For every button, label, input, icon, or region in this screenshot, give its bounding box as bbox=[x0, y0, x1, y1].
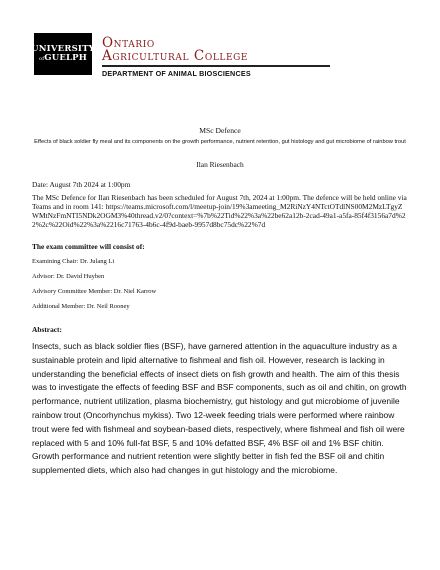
college-header bbox=[102, 37, 412, 78]
logo-of: of bbox=[38, 56, 45, 62]
header-rule bbox=[102, 65, 330, 67]
committee-heading: The exam committee will consist of: bbox=[32, 242, 145, 251]
college-name-line-2: Agricultural College bbox=[102, 48, 249, 64]
committee-member: Examining Chair: Dr. Julang Li bbox=[32, 258, 115, 265]
thesis-title: Effects of black soldier fly meal and its components on the growth performance, nutrient retention, gut histology and gut microbiome of rainbow trout bbox=[34, 139, 406, 145]
university-logo bbox=[31, 33, 95, 75]
college-name-line-1: Ontario bbox=[102, 35, 155, 51]
logo-line-1: UNIVERSITY bbox=[31, 44, 95, 55]
logo-line-2 bbox=[39, 54, 87, 63]
committee-member: Advisory Committee Member: Dr. Niel Karrow bbox=[32, 288, 157, 295]
abstract-heading: Abstract: bbox=[32, 325, 62, 334]
announcement-text[interactable]: The MSc Defence for Ilan Riesenbach has been scheduled for August 7th, 2024 at 1:00pm. The defence will be held online via Teams and in room 141: https://teams.microsoft.com/l/meetup-join/19%3ameeting_M2RiNzY4NTctOTdlNS00M2MzLTgyZWMtNzFmNTI5NDk2OGM3%40thread.v2/0?context=%7b%22Tid%22%3a%22be62a12b-2cad-49a1-a5fa-85f4f3156a7d%22%2c%22Oid%22%3a%2216c71763-4b6c-4f9d-baeb-9957d8bc75dc%22%7d bbox=[32, 193, 407, 229]
committee-member: Additional Member: Dr. Neil Rooney bbox=[32, 303, 130, 310]
presenter-name: Ilan Riesenbach bbox=[196, 160, 244, 169]
committee-member: Advisor: Dr. David Huyben bbox=[32, 273, 105, 280]
date-line: Date: August 7th 2024 at 1:00pm bbox=[32, 180, 131, 189]
event-title: MSc Defence bbox=[199, 126, 241, 135]
department-name: DEPARTMENT OF ANIMAL BIOSCIENCES bbox=[102, 68, 251, 78]
logo-guelph: GUELPH bbox=[44, 53, 87, 63]
abstract-text: Insects, such as black soldier flies (BSF), have garnered attention in the aquaculture industry as a sustainable protein and lipid alternative to fishmeal and fish oil. However, research is lacking in understanding the beneficial effects of insect diets on fish growth and health. The aim of this thesis was to investigate the effects of feeding BSF and BSF components, such as oil and chitin, on growth performance, nutrient utilization, plasma biochemistry, gut histology and gut microbiome of juvenile rainbow trout (Oncorhynchus mykiss). Two 12-week feeding trials were performed where rainbow trout were fed with fishmeal and soybean-based diets, respectively, where fishmeal and fish oil were replaced with 5 and 10% full-fat BSF, 5 and 10% defatted BSF, 4% BSF oil and 1% BSF chitin. Growth performance and nutrient retention were slightly better in fish fed the BSF oil and chitin supplemented diets, which also had changes in gut histology and the microbiome. bbox=[32, 341, 407, 476]
